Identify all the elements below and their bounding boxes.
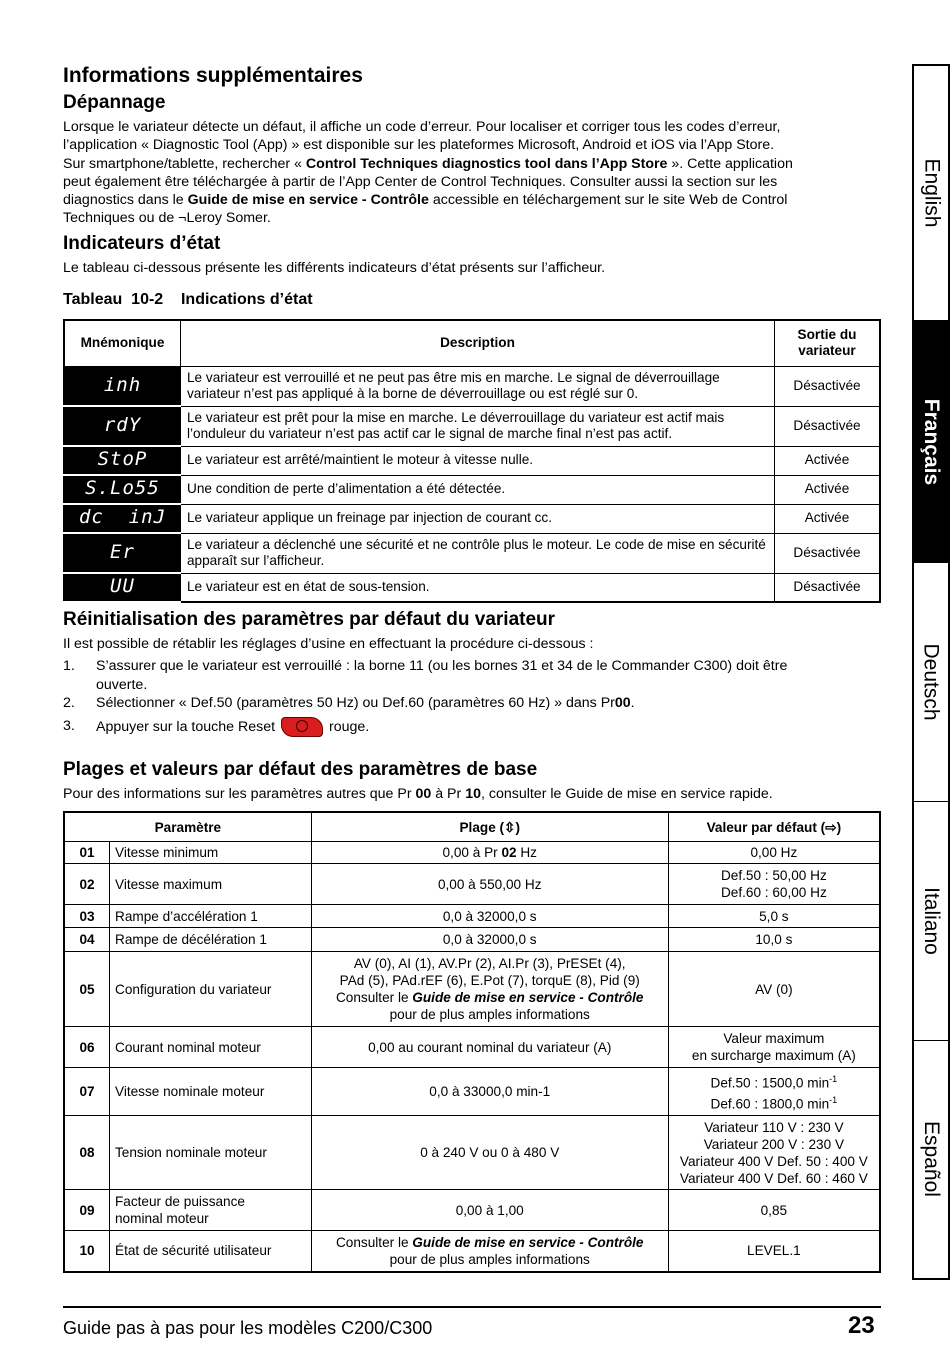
col-header: Paramètre — [64, 812, 311, 842]
description: Une condition de perte d’alimentation a été détectée. — [181, 475, 775, 504]
table-row: 02 Vitesse maximum 0,00 à 550,00 Hz Def.50 : 50,00 Hz Def.60 : 60,00 Hz — [64, 864, 880, 905]
output-state: Activée — [775, 446, 881, 475]
table-row: 08 Tension nominale moteur 0 à 240 V ou 0 à 480 V Variateur 110 V : 230 V Variateur 200 V : 230 V Variateur 400 V Def. 50 : 400 V Variateur 400 V Def. 60 : 460 V — [64, 1116, 880, 1190]
footer-rule — [63, 1306, 881, 1308]
table-row: 10 État de sécurité utilisateur Consulter le Guide de mise en service - Contrôle pour de plus amples informations LEVEL.1 — [64, 1231, 880, 1272]
output-state: Activée — [775, 504, 881, 533]
mnemonic-display: S.Lo55 — [64, 475, 181, 504]
table-caption: Tableau 10-2 Indications d’état — [63, 291, 313, 308]
table-row — [64, 573, 880, 602]
description: Le variateur est prêt pour la mise en marche. Le déverrouillage du variateur est actif mais l’onduleur du variateur n’est pas actif car le signal de marche final n’est pas actif. — [181, 406, 775, 446]
col-header: Plage (⇳) — [311, 812, 668, 842]
table-row: 01 Vitesse minimum 0,00 à Pr 02 Hz 0,00 Hz — [64, 842, 880, 864]
col-header: Sortie du variateur — [775, 320, 881, 366]
page-title: Informations supplémentaires — [63, 64, 363, 87]
table-row — [64, 533, 880, 573]
description: Le variateur est en état de sous-tension. — [181, 573, 775, 602]
table-row: 03 Rampe d’accélération 1 0,0 à 32000,0 s 5,0 s — [64, 905, 880, 928]
troubleshooting-paragraph: Lorsque le variateur détecte un défaut, il affiche un code d’erreur. Pour localiser et corriger tous les codes d’erreur, l’application « Diagnostic Tool (App) » est disponible sur les plateformes Microsoft, Android et iOS via l’App Store. Sur smartphone/tablette, rechercher « Control Techniques diagnostics tool dans l’App Store ». Cette application peut également être téléchargée à partir de l’App Center de Control Techniques. Consulter aussi la section sur les diagnostics dans le Guide de mise en service - Contrôle accessible en téléchargement sur le site Web de Control Techniques ou de ¬Leroy Somer. — [63, 119, 793, 227]
table-row: 09 Facteur de puissance nominal moteur 0,00 à 1,00 0,85 — [64, 1190, 880, 1231]
mnemonic-display: StoP — [64, 446, 181, 475]
mnemonic-display: Er — [64, 533, 181, 573]
footer-title: Guide pas à pas pour les modèles C200/C300 — [63, 1318, 433, 1338]
table-row — [64, 406, 880, 446]
stop-reset-key-icon — [281, 717, 323, 737]
description: Le variateur est verrouillé et ne peut pas être mis en marche. Le signal de déverrouillage variateur n’est pas appliqué à la borne de déverrouillage ou est réglé sur 0. — [181, 366, 775, 406]
reset-steps: 1. S’assurer que le variateur est verrouillé : la borne 11 (ou les bornes 31 et 34 de le Commander C300) doit être ouverte. 2. Sélectionner « Def.50 (paramètres 50 Hz) ou Def.60 (paramètres 60 Hz) » dans Pr00. 3. Appuyer sur la touche Reset rouge. — [63, 657, 893, 747]
params-table — [63, 811, 881, 1273]
col-header: Description — [181, 320, 775, 366]
mnemonic-display: dc inJ — [64, 504, 181, 533]
mnemonic-display: UU — [64, 573, 181, 602]
language-tabs — [912, 64, 950, 1280]
troubleshooting-heading: Dépannage — [63, 92, 166, 113]
tab-francais[interactable]: Français — [914, 321, 948, 562]
output-state: Désactivée — [775, 366, 881, 406]
reset-heading: Réinitialisation des paramètres par défaut du variateur — [63, 609, 556, 630]
output-state: Activée — [775, 475, 881, 504]
col-header: Valeur par défaut (⇨) — [668, 812, 880, 842]
table-row — [64, 366, 880, 406]
output-state: Désactivée — [775, 406, 881, 446]
description: Le variateur est arrêté/maintient le moteur à vitesse nulle. — [181, 446, 775, 475]
tab-english[interactable]: English — [920, 158, 944, 228]
params-intro: Pour des informations sur les paramètres autres que Pr 00 à Pr 10, consulter le Guide de mise en service rapide. — [63, 786, 773, 802]
output-state: Désactivée — [775, 533, 881, 573]
table-row: 07 Vitesse nominale moteur 0,0 à 33000,0 min-1 Def.50 : 1500,0 $\min^{-1}$ Def.60 : 1800,0 $\min^{-1}$ — [64, 1068, 880, 1116]
list-item-continued: ouverte. — [96, 677, 148, 693]
tab-italiano[interactable]: Italiano — [920, 887, 943, 955]
reset-intro: Il est possible de rétablir les réglages d’usine en effectuant la procédure ci-dessous : — [63, 636, 594, 652]
table-row — [64, 475, 880, 504]
table-row: 05 Configuration du variateur AV (0), AI (1), AV.Pr (2), AI.Pr (3), PrESEt (4), PAd (5), PAd.rEF (6), E.Pot (7), torquE (8), Pid (9) Consulter le Guide de mise en service - Contrôle pour de plus amples informations AV (0) — [64, 952, 880, 1027]
table-row: 06 Courant nominal moteur 0,00 au courant nominal du variateur (A) Valeur maximum en surcharge maximum (A) — [64, 1027, 880, 1068]
status-intro: Le tableau ci-dessous présente les différents indicateurs d’état présents sur l’afficheur. — [63, 260, 606, 276]
output-state: Désactivée — [775, 573, 881, 602]
status-table — [63, 319, 881, 603]
col-header: Mnémonique — [64, 320, 181, 366]
description: Le variateur a déclenché une sécurité et ne contrôle plus le moteur. Le code de mise en sécurité apparaît sur l’afficheur. — [181, 533, 775, 573]
mnemonic-display: rdY — [64, 406, 181, 446]
page-number: 23 — [848, 1312, 875, 1339]
description: Le variateur applique un freinage par injection de courant cc. — [181, 504, 775, 533]
table-row — [64, 446, 880, 475]
tab-deutsch[interactable]: Deutsch — [920, 643, 944, 721]
tab-espanol[interactable]: Español — [920, 1121, 944, 1197]
table-row: 04 Rampe de décélération 1 0,0 à 32000,0 s 10,0 s — [64, 928, 880, 952]
status-heading: Indicateurs d’état — [63, 233, 221, 254]
params-heading: Plages et valeurs par défaut des paramètres de base — [63, 759, 538, 780]
mnemonic-display: inh — [64, 366, 181, 406]
table-row — [64, 504, 880, 533]
